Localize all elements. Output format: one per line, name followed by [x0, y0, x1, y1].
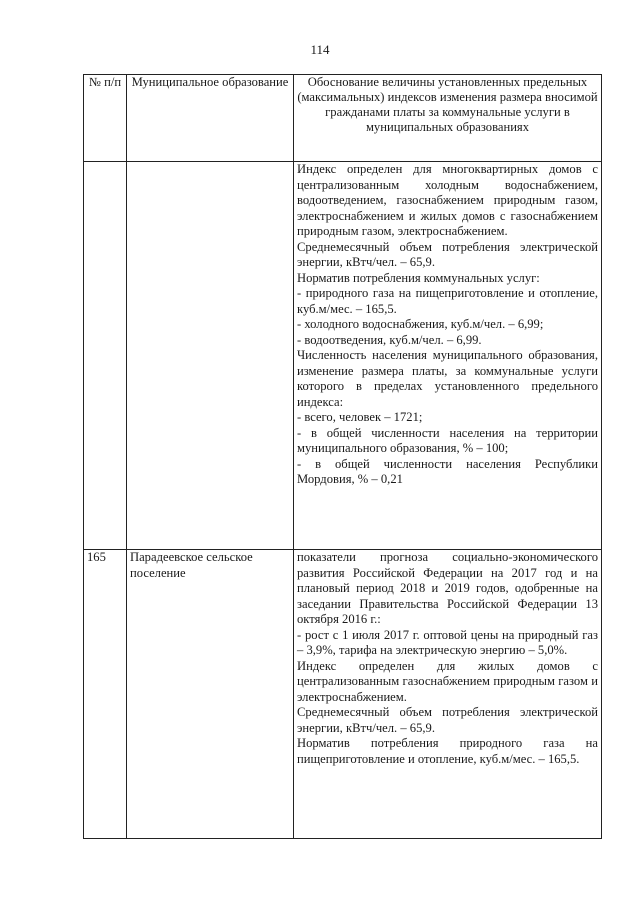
- header-number: № п/п: [84, 75, 127, 162]
- row-number: [84, 162, 127, 550]
- row-justification: [294, 162, 602, 550]
- paragraph: - в общей численности населения Республики Мордовия, % – 0,21: [297, 456, 598, 486]
- justification-table: [83, 74, 602, 839]
- header-municipality: Муниципальное образование: [127, 75, 294, 162]
- paragraph: Индекс определен для многоквартирных домов с централизованным холодным водоснабжением, водоотведением, газоснабжением природным газом, электроснабжением и жилых домов с газоснабжением природным газом, электроснабжением.: [297, 162, 598, 238]
- paragraph: - в общей численности населения на территории муниципального образования, % – 100;: [297, 425, 598, 455]
- paragraph: Норматив потребления коммунальных услуг:: [297, 270, 540, 285]
- paragraph: Среднемесячный объем потребления электрической энергии, кВтч/чел. – 65,9.: [297, 239, 598, 269]
- row-municipality: [127, 162, 294, 550]
- header-justification: Обоснование величины установленных предельных (максимальных) индексов изменения размера вносимой гражданами платы за коммунальные услуги в муниципальных образованиях: [294, 75, 602, 162]
- page-number: 114: [310, 42, 330, 57]
- paragraph: Индекс определен для жилых домов с централизованным газоснабжением природным газом и электроснабжением.: [297, 658, 598, 704]
- row-number: 165: [84, 550, 127, 839]
- table-row: [84, 162, 602, 550]
- paragraph: - водоотведения, куб.м/чел. – 6,99.: [297, 332, 482, 347]
- paragraph: - природного газа на пищеприготовление и отопление, куб.м/мес. – 165,5.: [297, 286, 598, 316]
- paragraph: - всего, человек – 1721;: [297, 410, 423, 424]
- table-header-row: [84, 75, 602, 162]
- paragraph: - холодного водоснабжения, куб.м/чел. – 6,99;: [297, 317, 544, 331]
- paragraph: - рост с 1 июля 2017 г. оптовой цены на природный газ – 3,9%, тарифа на электрическую энергию – 5,0%.: [297, 627, 598, 657]
- row-justification: [294, 550, 602, 839]
- paragraph: Норматив потребления природного газа на пищеприготовление и отопление, куб.м/мес. – 165,5.: [297, 736, 598, 766]
- table-row: [84, 550, 602, 839]
- row-municipality: Парадеевское сельское поселение: [127, 550, 294, 839]
- paragraph: Численность населения муниципального образования, изменение размера платы, за коммунальные услуги которого в пределах установленного предельного индекса:: [297, 348, 598, 409]
- paragraph: показатели прогноза социально-экономического развития Российской Федерации на 2017 год и на плановый период 2018 и 2019 годов, одобренные на заседании Правительства Российской Федерации 13 октября 2016 г.:: [297, 550, 598, 626]
- paragraph: Среднемесячный объем потребления электрической энергии, кВтч/чел. – 65,9.: [297, 705, 598, 735]
